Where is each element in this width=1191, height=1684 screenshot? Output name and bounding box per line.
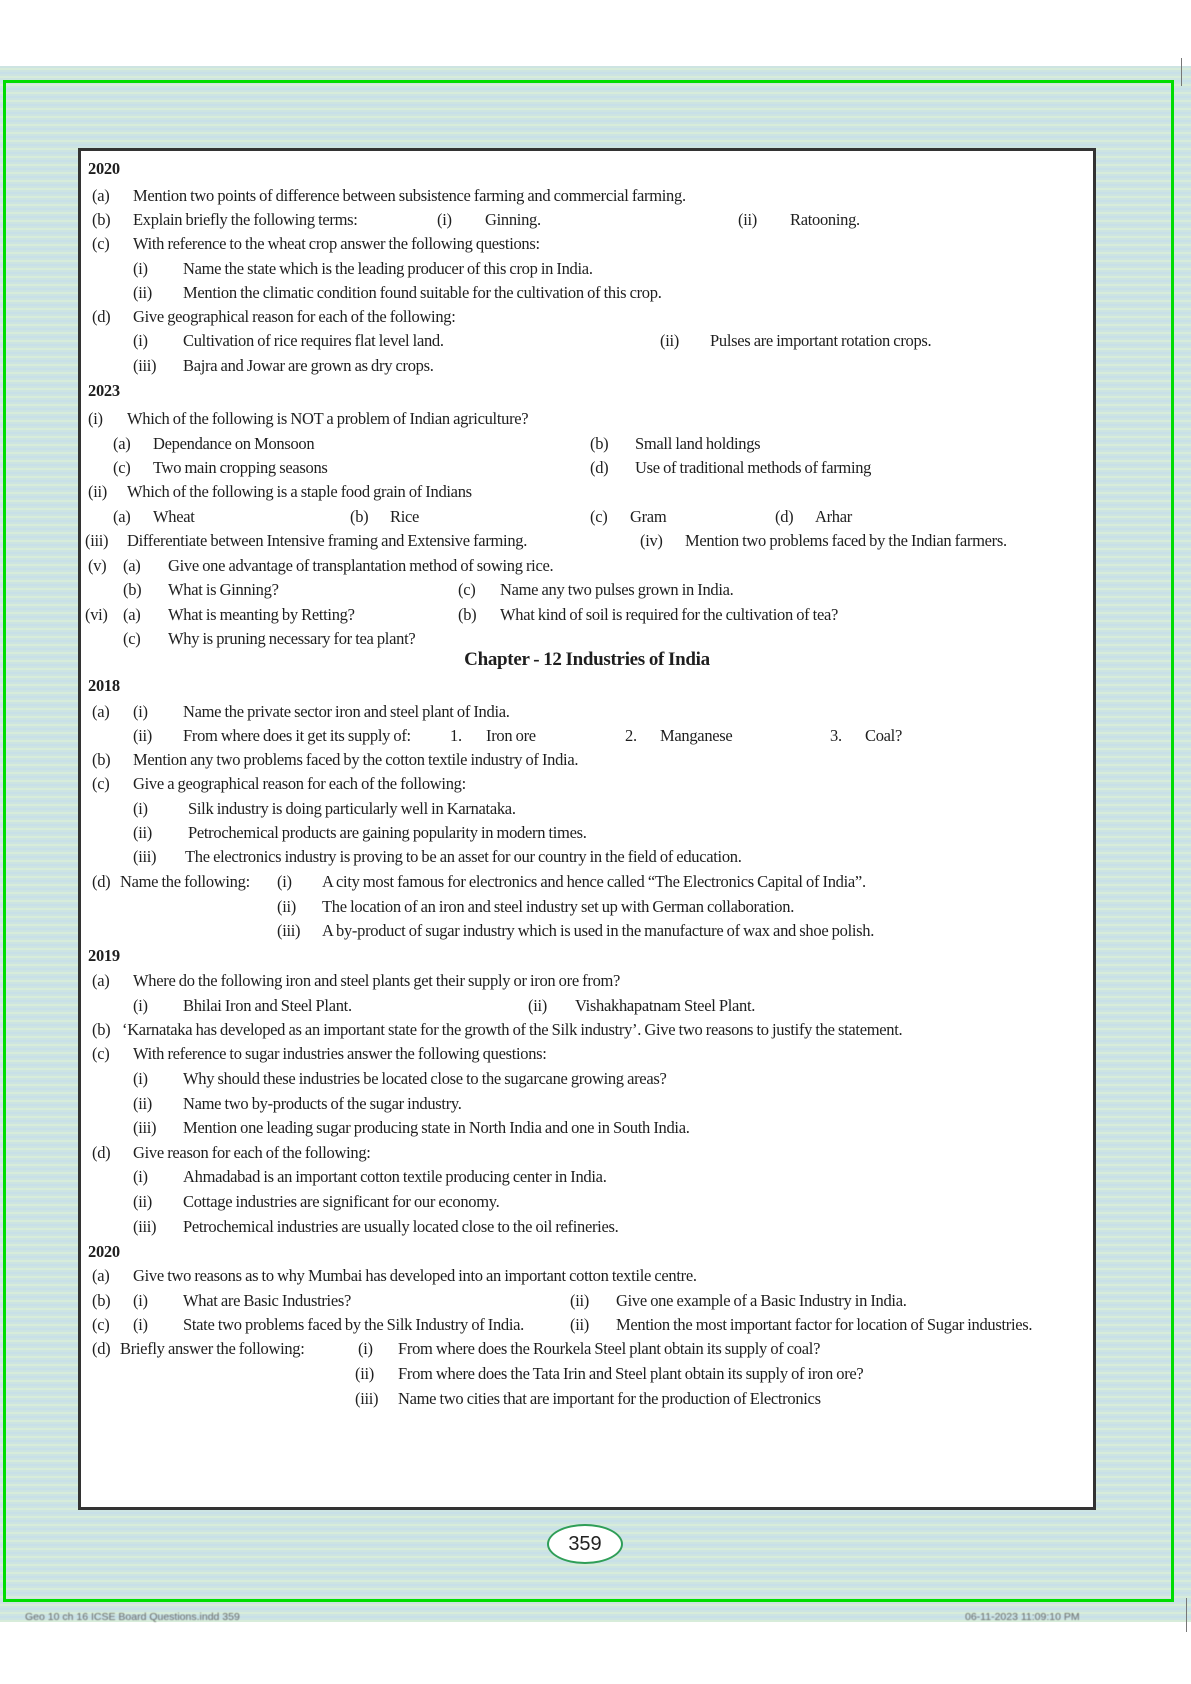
crop-mark-top <box>1181 58 1182 86</box>
text-segment: Name two by-products of the sugar industry. <box>183 1094 462 1113</box>
text-segment: (ii) <box>355 1364 374 1383</box>
text-segment: 2020 <box>88 1242 120 1261</box>
text-segment: Mention the climatic condition found suitable for the cultivation of this crop. <box>183 283 662 302</box>
text-segment: Cultivation of rice requires flat level land. <box>183 331 444 350</box>
text-segment: (c) <box>92 234 110 253</box>
text-segment: From where does the Rourkela Steel plant obtain its supply of coal? <box>398 1339 821 1358</box>
text-segment: 2018 <box>88 676 120 695</box>
text-line <box>0 971 1191 993</box>
text-segment: Dependance on Monsoon <box>153 434 315 453</box>
text-segment: (iii) <box>277 921 301 940</box>
text-line <box>0 1143 1191 1165</box>
text-line <box>0 307 1191 329</box>
text-segment: (d) <box>92 1339 111 1358</box>
text-segment: Coal? <box>865 726 902 745</box>
text-segment: What is Ginning? <box>168 580 279 599</box>
text-segment: Differentiate between Intensive framing and Extensive farming. <box>127 531 528 550</box>
text-segment: (b) <box>458 605 477 624</box>
text-segment: Which of the following is NOT a problem of Indian agriculture? <box>127 409 529 428</box>
text-line <box>0 556 1191 578</box>
text-line <box>0 1339 1191 1361</box>
text-segment: (i) <box>133 702 148 721</box>
text-segment: Give one example of a Basic Industry in India. <box>616 1291 907 1310</box>
text-segment: With reference to sugar industries answer the following questions: <box>133 1044 547 1063</box>
text-line <box>0 186 1191 208</box>
text-line <box>0 726 1191 748</box>
text-segment: Small land holdings <box>635 434 761 453</box>
text-segment: Ahmadabad is an important cotton textile producing center in India. <box>183 1167 607 1186</box>
text-segment: From where does it get its supply of: <box>183 726 411 745</box>
text-line <box>0 210 1191 232</box>
text-segment: Name two cities that are important for the production of Electronics <box>398 1389 821 1408</box>
footer-timestamp: 06-11-2023 11:09:10 PM <box>965 1611 1080 1623</box>
text-segment: Use of traditional methods of farming <box>635 458 872 477</box>
text-segment: (b) <box>590 434 609 453</box>
text-segment: The electronics industry is proving to be an asset for our country in the field of education. <box>185 847 742 866</box>
text-segment: (i) <box>358 1339 373 1358</box>
text-segment: Two main cropping seasons <box>153 458 328 477</box>
text-line <box>0 897 1191 919</box>
text-segment: (i) <box>133 799 148 818</box>
text-segment: 1. <box>450 726 462 745</box>
text-segment: (ii) <box>660 331 679 350</box>
text-line <box>0 847 1191 869</box>
text-line <box>0 259 1191 281</box>
text-segment: Iron ore <box>486 726 536 745</box>
text-segment: (ii) <box>570 1291 589 1310</box>
text-line <box>0 750 1191 772</box>
text-segment: Briefly answer the following: <box>120 1339 305 1358</box>
text-segment: Ginning. <box>485 210 541 229</box>
text-segment: Mention two problems faced by the Indian farmers. <box>685 531 1007 550</box>
text-line <box>0 1242 1191 1264</box>
text-line <box>0 580 1191 602</box>
page-number: 359 <box>568 1532 602 1555</box>
text-line <box>0 1020 1191 1042</box>
text-line <box>0 774 1191 796</box>
text-line <box>0 283 1191 305</box>
text-segment: 2023 <box>88 381 120 400</box>
text-line <box>0 458 1191 480</box>
text-segment: State two problems faced by the Silk Industry of India. <box>183 1315 525 1334</box>
text-segment: (b) <box>92 210 111 229</box>
text-segment: (c) <box>92 774 110 793</box>
text-segment: Why should these industries be located close to the sugarcane growing areas? <box>183 1069 667 1088</box>
text-segment: Give one advantage of transplantation method of sowing rice. <box>168 556 554 575</box>
text-segment: (d) <box>92 307 111 326</box>
text-line <box>0 1044 1191 1066</box>
text-segment: (a) <box>123 556 141 575</box>
text-segment: Name the private sector iron and steel plant of India. <box>183 702 510 721</box>
text-line <box>0 1315 1191 1337</box>
text-segment: Give a geographical reason for each of the following: <box>133 774 466 793</box>
text-segment: (i) <box>133 259 148 278</box>
text-segment: (vi) <box>85 605 108 624</box>
text-line <box>0 1291 1191 1313</box>
text-line <box>0 1118 1191 1140</box>
text-segment: Mention two points of difference between subsistence farming and commercial farming. <box>133 186 686 205</box>
text-line <box>0 1217 1191 1239</box>
text-segment: Petrochemical products are gaining popularity in modern times. <box>188 823 587 842</box>
text-line <box>0 1069 1191 1091</box>
text-segment: (b) <box>350 507 369 526</box>
text-segment: Petrochemical industries are usually located close to the oil refineries. <box>183 1217 619 1236</box>
text-segment: (ii) <box>133 823 152 842</box>
text-segment: (d) <box>590 458 609 477</box>
text-segment: Mention the most important factor for location of Sugar industries. <box>616 1315 1033 1334</box>
text-segment: Why is pruning necessary for tea plant? <box>168 629 416 648</box>
text-segment: 2. <box>625 726 637 745</box>
text-segment: A by-product of sugar industry which is used in the manufacture of wax and shoe polish. <box>322 921 875 940</box>
text-segment: Gram <box>630 507 667 526</box>
text-segment: (d) <box>775 507 794 526</box>
text-line <box>0 872 1191 894</box>
text-segment: Name any two pulses grown in India. <box>500 580 734 599</box>
text-segment: (a) <box>92 971 110 990</box>
text-segment: (a) <box>113 434 131 453</box>
text-segment: (v) <box>88 556 107 575</box>
text-segment: Which of the following is a staple food grain of Indians <box>127 482 472 501</box>
text-segment: (b) <box>123 580 142 599</box>
text-line <box>0 409 1191 431</box>
text-segment: (i) <box>437 210 452 229</box>
text-segment: A city most famous for electronics and hence called “The Electronics Capital of India”. <box>322 872 866 891</box>
text-segment: (iii) <box>133 356 157 375</box>
text-segment: (a) <box>113 507 131 526</box>
text-line <box>0 823 1191 845</box>
text-segment: (ii) <box>570 1315 589 1334</box>
text-segment: What are Basic Industries? <box>183 1291 352 1310</box>
text-line <box>0 1094 1191 1116</box>
text-segment: ‘Karnataka has developed as an important state for the growth of the Silk industry’. Give two reasons to justify the statement. <box>122 1020 903 1039</box>
page-number-badge <box>547 1524 623 1564</box>
text-segment: (iii) <box>355 1389 379 1408</box>
chapter-heading: Chapter - 12 Industries of India <box>464 649 710 670</box>
text-segment: Where do the following iron and steel plants get their supply or iron ore from? <box>133 971 621 990</box>
text-segment: (d) <box>92 872 111 891</box>
text-line <box>0 159 1191 181</box>
text-line <box>0 1364 1191 1386</box>
text-segment: (c) <box>92 1315 110 1334</box>
text-segment: Explain briefly the following terms: <box>133 210 358 229</box>
text-segment: (a) <box>123 605 141 624</box>
text-segment: (c) <box>590 507 608 526</box>
text-line <box>0 1167 1191 1189</box>
text-line <box>0 799 1191 821</box>
text-segment: Give reason for each of the following: <box>133 1143 371 1162</box>
text-segment: The location of an iron and steel industry set up with German collaboration. <box>322 897 795 916</box>
text-segment: (ii) <box>133 1094 152 1113</box>
text-segment: Arhar <box>815 507 852 526</box>
text-segment: (iii) <box>133 1217 157 1236</box>
text-line <box>0 676 1191 698</box>
text-segment: Vishakhapatnam Steel Plant. <box>575 996 756 1015</box>
text-segment: Give geographical reason for each of the following: <box>133 307 456 326</box>
text-line <box>0 531 1191 553</box>
text-segment: 2020 <box>88 159 120 178</box>
text-line <box>0 996 1191 1018</box>
text-segment: (ii) <box>528 996 547 1015</box>
text-segment: Manganese <box>660 726 733 745</box>
text-line <box>0 434 1191 456</box>
text-segment: (a) <box>92 186 110 205</box>
text-segment: (ii) <box>738 210 757 229</box>
text-segment: (ii) <box>133 726 152 745</box>
text-segment: (ii) <box>88 482 107 501</box>
text-segment: (i) <box>133 1291 148 1310</box>
text-segment: (c) <box>458 580 476 599</box>
crop-mark-bottom <box>1186 1598 1187 1632</box>
text-segment: (d) <box>92 1143 111 1162</box>
text-line <box>0 381 1191 403</box>
text-segment: (i) <box>277 872 292 891</box>
text-segment: (i) <box>133 1069 148 1088</box>
text-segment: What is meanting by Retting? <box>168 605 355 624</box>
text-segment: (b) <box>92 750 111 769</box>
text-line <box>0 356 1191 378</box>
text-segment: Name the following: <box>120 872 250 891</box>
text-segment: (iii) <box>85 531 109 550</box>
text-segment: What kind of soil is required for the cultivation of tea? <box>500 605 839 624</box>
text-segment: Give two reasons as to why Mumbai has developed into an important cotton textile centre. <box>133 1266 697 1285</box>
text-line <box>0 946 1191 968</box>
text-segment: (b) <box>92 1020 111 1039</box>
text-segment: (iii) <box>133 847 157 866</box>
text-segment: Cottage industries are significant for our economy. <box>183 1192 500 1211</box>
text-segment: 2019 <box>88 946 120 965</box>
text-segment: Mention any two problems faced by the cotton textile industry of India. <box>133 750 579 769</box>
footer-filename: Geo 10 ch 16 ICSE Board Questions.indd 359 <box>25 1611 240 1623</box>
text-segment: With reference to the wheat crop answer the following questions: <box>133 234 540 253</box>
text-segment: (i) <box>133 996 148 1015</box>
text-segment: (b) <box>92 1291 111 1310</box>
text-line <box>0 507 1191 529</box>
text-segment: (i) <box>133 1315 148 1334</box>
text-segment: Mention one leading sugar producing state in North India and one in South India. <box>183 1118 690 1137</box>
text-segment: Pulses are important rotation crops. <box>710 331 932 350</box>
text-segment: Ratooning. <box>790 210 860 229</box>
text-segment: (ii) <box>277 897 296 916</box>
text-line <box>0 702 1191 724</box>
text-segment: (a) <box>92 1266 110 1285</box>
text-segment: From where does the Tata Irin and Steel plant obtain its supply of iron ore? <box>398 1364 864 1383</box>
text-segment: 3. <box>830 726 842 745</box>
text-segment: Wheat <box>153 507 195 526</box>
text-segment: Bhilai Iron and Steel Plant. <box>183 996 352 1015</box>
text-segment: (ii) <box>133 283 152 302</box>
text-segment: (c) <box>113 458 131 477</box>
text-segment: (ii) <box>133 1192 152 1211</box>
text-segment: Name the state which is the leading producer of this crop in India. <box>183 259 593 278</box>
text-segment: Rice <box>390 507 420 526</box>
text-line <box>0 1266 1191 1288</box>
text-segment: (iii) <box>133 1118 157 1137</box>
text-segment: (i) <box>133 331 148 350</box>
text-segment: Silk industry is doing particularly well in Karnataka. <box>188 799 516 818</box>
text-segment: Bajra and Jowar are grown as dry crops. <box>183 356 434 375</box>
text-segment: (c) <box>123 629 141 648</box>
text-line <box>0 605 1191 627</box>
text-line <box>0 1389 1191 1411</box>
text-line <box>0 629 1191 651</box>
text-segment: (i) <box>133 1167 148 1186</box>
text-segment: (c) <box>92 1044 110 1063</box>
text-segment: (a) <box>92 702 110 721</box>
text-line <box>0 1192 1191 1214</box>
text-line <box>0 921 1191 943</box>
text-line <box>0 234 1191 256</box>
text-segment: (iv) <box>640 531 663 550</box>
text-line <box>0 482 1191 504</box>
text-line <box>0 331 1191 353</box>
text-segment: (i) <box>88 409 103 428</box>
